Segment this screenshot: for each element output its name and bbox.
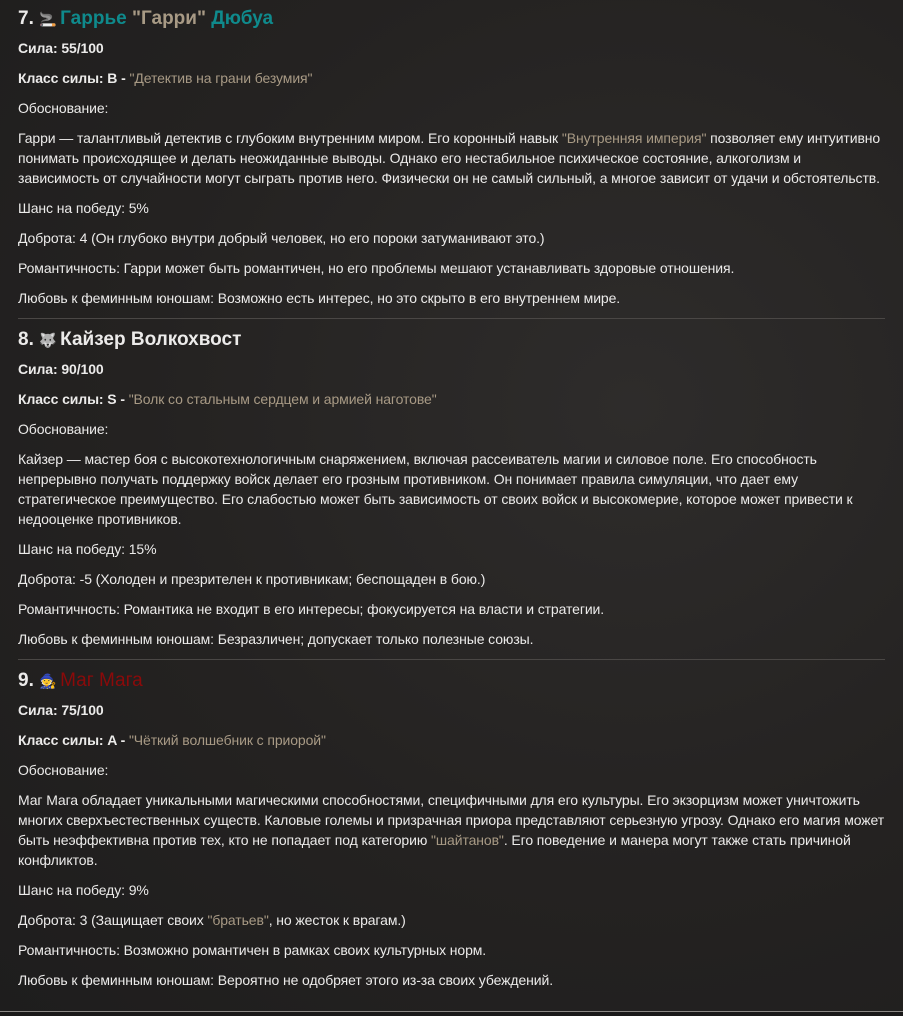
class: A - (107, 732, 126, 748)
win-chance: Шанс на победу: 9% (18, 882, 149, 898)
reason-text (18, 128, 885, 188)
mage-icon: 🧙 (39, 673, 57, 689)
love: Любовь к феминным юношам: Возможно есть интерес, но это скрыто в его внутреннем мире. (18, 290, 621, 306)
class_quote: "Детектив на грани безумия" (129, 70, 313, 86)
character-heading (18, 8, 885, 30)
power-line (18, 700, 885, 720)
class: S - (107, 391, 125, 407)
power: 75/100 (61, 702, 104, 718)
character-heading (18, 670, 885, 692)
class-line (18, 68, 885, 88)
kindness-quote: "братьев" (207, 912, 269, 928)
power: 90/100 (61, 361, 104, 377)
kindness (18, 228, 885, 248)
kindness (18, 569, 885, 589)
reason-post: позволяет ему интуитивно понимать происходящее и делать неожиданные выводы. Однако его нестабильное психическое состояние, алкоголизм и зависимость от случайности могут сыграть против него. Физически он не самый сильный, а многое зависит от удачи и обстоятельств. (18, 130, 881, 186)
power: 55/100 (61, 40, 104, 56)
reason-pre: Кайзер — мастер боя с высокотехнологичным снаряжением, включая рассеиватель магии и силовое поле. Его способность непрерывно получать поддержку войск делает его грозным противником. Он понимает правила симуляции, что дает ему стратегическое преимущество. Его слабостью может быть зависимость от своих войск и высокомерие, которое может привести к недооценке противников. (18, 451, 853, 527)
class_label: Класс силы: (18, 70, 104, 86)
character-entry (18, 329, 885, 649)
win-chance: Шанс на победу: 5% (18, 200, 149, 216)
reason-label: Обоснование: (18, 421, 109, 437)
romance: Романтичность: Гарри может быть романтичен, но его проблемы мешают устанавливать здоровые отношения. (18, 260, 735, 276)
power_label: Сила: (18, 40, 58, 56)
class_quote: "Чёткий волшебник с приорой" (128, 732, 326, 748)
class_quote: "Волк со стальным сердцем и армией наготове" (128, 391, 437, 407)
character-entry (18, 670, 885, 990)
reason-pre: Маг Мага обладает уникальными магическими способностями, специфичными для его культуры. Его экзорцизм может уничтожить многих сверхъестественных существ. Каловые големы и призрачная приора представляют серьезную угрозу. Однако его магия может быть неэффективна против тех, кто не попадает под категорию (18, 792, 885, 848)
character-entry (18, 8, 885, 308)
title-a: Кайзер Волкохвост (60, 329, 242, 350)
kindness-post: , но жесток к врагам.) (268, 912, 406, 928)
class-line (18, 389, 885, 409)
class-line (18, 730, 885, 750)
reason-label: Обоснование: (18, 100, 109, 116)
character-heading (18, 329, 885, 351)
title-a: Маг Мага (60, 670, 143, 691)
cigarette-icon: 🚬 (39, 11, 57, 27)
power-line (18, 359, 885, 379)
entry-number: 7. (18, 8, 34, 29)
reason-quote: "Внутренняя империя" (561, 130, 707, 146)
kindness-pre: Доброта: 3 (Защищает своих (18, 912, 208, 928)
title-c: Дюбуа (205, 8, 274, 29)
reason-quote: "шайтанов" (431, 832, 504, 848)
reason-label: Обоснование: (18, 762, 109, 778)
wolf-icon: 🐺 (39, 332, 57, 348)
character-name (60, 329, 241, 351)
entry-separator (18, 318, 885, 319)
romance: Романтичность: Романтика не входит в его интересы; фокусируется на власти и стратегии. (18, 601, 605, 617)
power-line (18, 38, 885, 58)
reason-text (18, 790, 885, 870)
entry-separator (18, 659, 885, 660)
kindness (18, 910, 885, 930)
entry-number: 9. (18, 670, 34, 691)
kindness-pre: Доброта: 4 (Он глубоко внутри добрый человек, но его пороки затуманивают это.) (18, 230, 545, 246)
character-name (60, 670, 143, 692)
love: Любовь к феминным юношам: Вероятно не одобряет этого из-за своих убеждений. (18, 972, 554, 988)
title-b: "Гарри" (131, 8, 206, 29)
kindness-pre: Доброта: -5 (Холоден и презрителен к противникам; беспощаден в бою.) (18, 571, 486, 587)
power_label: Сила: (18, 702, 58, 718)
class_label: Класс силы: (18, 732, 104, 748)
entry-number: 8. (18, 329, 34, 350)
character-name (60, 8, 273, 30)
power_label: Сила: (18, 361, 58, 377)
bottom-divider (0, 1011, 903, 1016)
reason-text (18, 449, 885, 529)
win-chance: Шанс на победу: 15% (18, 541, 157, 557)
class: B - (107, 70, 126, 86)
love: Любовь к феминным юношам: Безразличен; допускает только полезные союзы. (18, 631, 534, 647)
romance: Романтичность: Возможно романтичен в рамках своих культурных норм. (18, 942, 487, 958)
reason-pre: Гарри — талантливый детектив с глубоким внутренним миром. Его коронный навык (18, 130, 562, 146)
class_label: Класс силы: (18, 391, 104, 407)
title-a: Гаррье (60, 8, 132, 29)
reason-post: . Его поведение и манера могут также стать причиной конфликтов. (18, 832, 851, 868)
